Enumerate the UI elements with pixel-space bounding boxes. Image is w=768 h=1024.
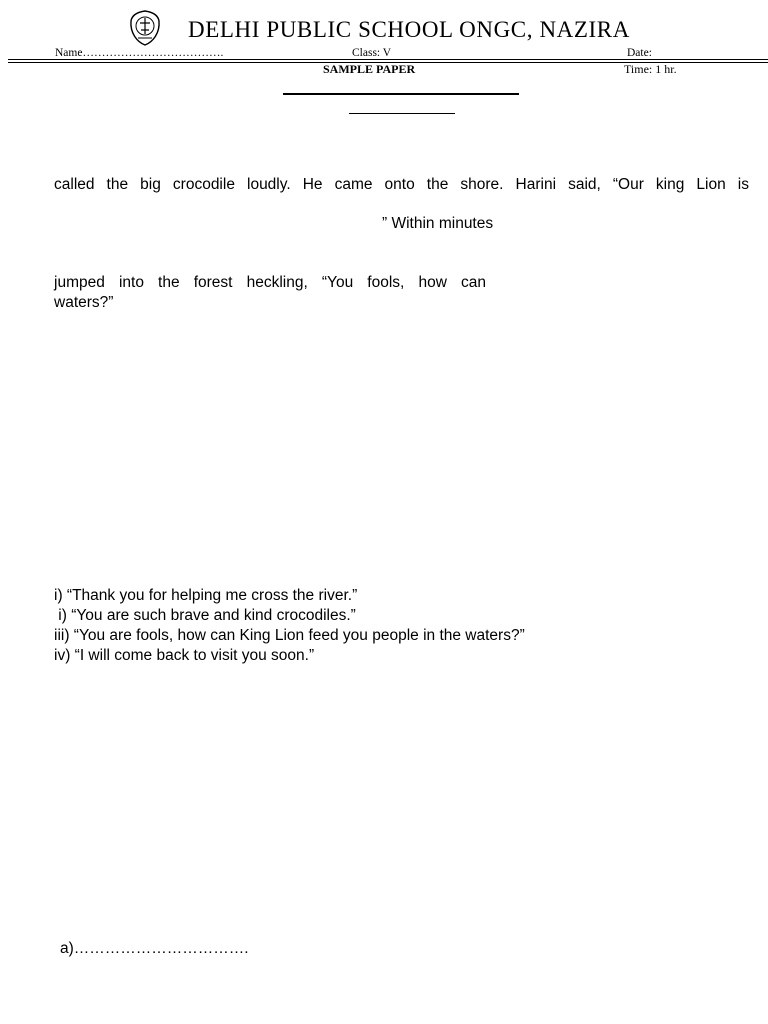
subtitle-underline	[349, 113, 455, 114]
passage-line: jumped into the forest heckling, “You fools, how can	[54, 274, 486, 291]
header-rule-top	[8, 59, 768, 60]
passage-line: ” Within minutes	[382, 215, 494, 232]
name-field: Name……………………………….	[55, 47, 224, 59]
paper-title: SAMPLE PAPER	[323, 62, 416, 76]
date-field: Date:	[627, 47, 652, 59]
school-name: DELHI PUBLIC SCHOOL ONGC, NAZIRA	[188, 17, 630, 42]
class-field: Class: V	[352, 47, 392, 59]
passage-line: waters?”	[54, 294, 114, 311]
title-underline	[283, 93, 519, 95]
time-field: Time: 1 hr.	[624, 62, 677, 76]
option-item: iii) “You are fools, how can King Lion feed you people in the waters?”	[54, 627, 525, 644]
option-item: i) “Thank you for helping me cross the river.”	[54, 587, 358, 604]
option-item: iv) “I will come back to visit you soon.”	[54, 647, 315, 664]
answer-line[interactable]: a)…………………………….	[60, 940, 249, 957]
passage-line: called the big crocodile loudly. He came onto the shore. Harini said, “Our king Lion is	[54, 176, 749, 193]
school-logo-icon	[129, 9, 161, 47]
option-item: i) “You are such brave and kind crocodiles.”	[54, 607, 356, 624]
